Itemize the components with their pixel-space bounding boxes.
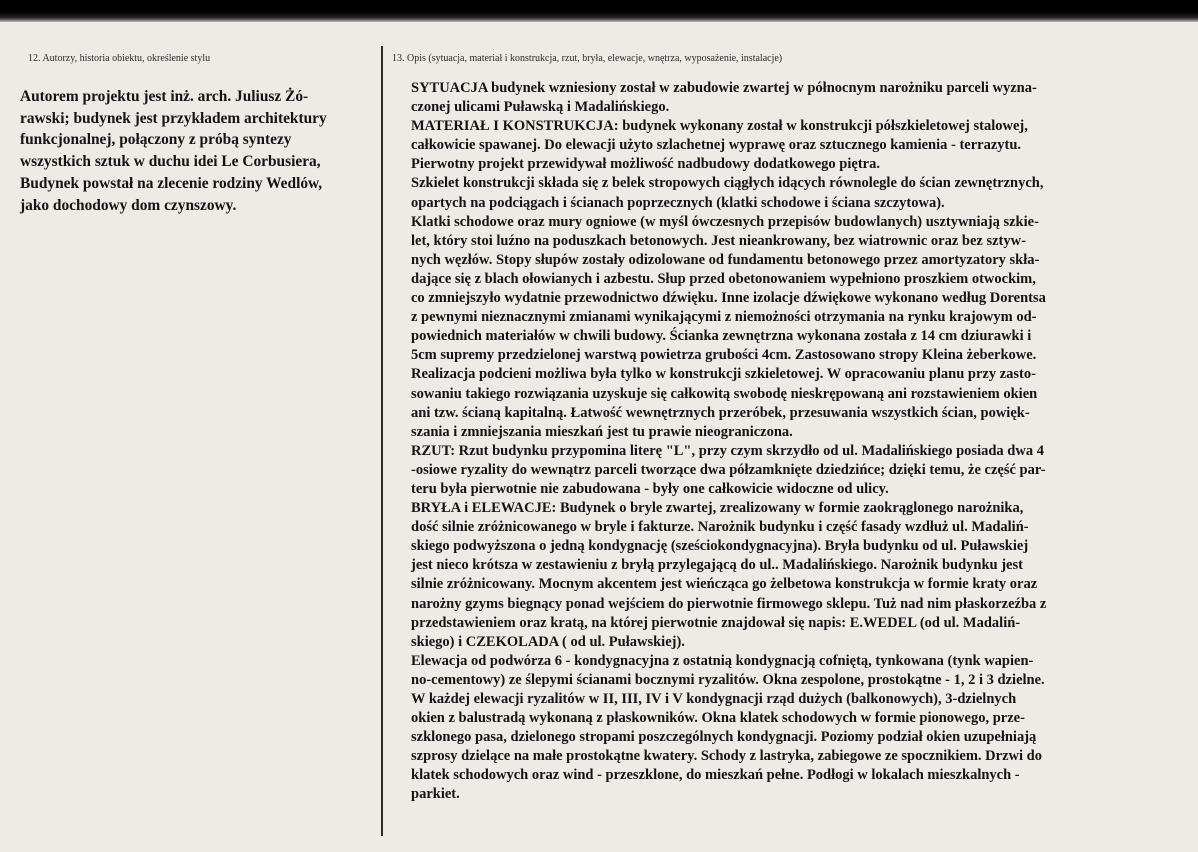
- text-line: let, który stoi luźno na poduszkach betonowych. Jest nieankrowany, bez wiatrownic oraz bez sztyw-: [411, 232, 1026, 249]
- text-line: Budynek powstał na zlecenie rodziny Wedlów,: [20, 174, 323, 192]
- text-line: funkcjonalnej, połączony z próbą syntezy: [20, 131, 292, 149]
- text-line: całkowicie spawanej. Do elewacji użyto szlachetnej wyprawę oraz sztucznego kamienia - terrazytu.: [411, 137, 1022, 154]
- top-scan-border: [0, 0, 1198, 22]
- text-line: szprosy dzielące na małe prostokątne kwatery. Schody z lastryka, zabiegowe ze spocznikiem. Drzwi do: [411, 748, 1042, 765]
- text-line: szania i zmniejszania mieszkań jest tu prawie nieograniczona.: [411, 423, 793, 440]
- text-line: -osiowe ryzality do wewnątrz parceli tworzące dwa półzamknięte dziedzińce; dzięki temu, że część par-: [411, 461, 1046, 478]
- text-line: Autorem projektu jest inż. arch. Juliusz Żó-: [20, 88, 309, 105]
- text-line: jest nieco krótsza w zestawieniu z bryłą przylegającą do ul.. Madalińskiego. Narożnik budynku jest: [411, 557, 1023, 574]
- text-line: BRYŁA i ELEWACJE: Budynek o bryle zwartej, zrealizowany w formie zaokrąglonego narożnika,: [411, 500, 1024, 517]
- section-12-text: [20, 86, 370, 216]
- text-line: wszystkich sztuk w duchu idei Le Corbusiera,: [20, 153, 321, 171]
- text-line: teru była pierwotnie nie zabudowana - były one całkowicie widoczne od ulicy.: [411, 480, 889, 497]
- text-line: silnie zróżnicowany. Mocnym akcentem jest wieńcząca go żelbetowa konstrukcja w formie kraty oraz: [411, 576, 1038, 593]
- text-line: parkiet.: [411, 786, 460, 803]
- text-line: no-cementowy) ze ślepymi ścianami bocznymi ryzalitów. Okna zespolone, prostokątne - 1, 2 i 3 dzielne.: [411, 671, 1045, 688]
- text-line: SYTUACJA budynek wzniesiony został w zabudowie zwartej w północnym narożniku parceli wyzna-: [411, 80, 1037, 96]
- text-line: 5cm supremy przedzielonej warstwą powietrza grubości 4cm. Zastosowano stropy Kleina żeberkowe.: [411, 347, 1037, 364]
- text-line: W każdej elewacji ryzalitów w II, III, IV i V kondygnacji rząd dużych (balkonowych), 3-dzielnych: [411, 691, 1017, 707]
- text-line: dające się z blach ołowianych i azbestu. Słup przed obetonowaniem wypełniono proszkiem otwockim,: [411, 270, 1036, 287]
- text-line: okien z balustradą wykonaną z płaskowników. Okna klatek schodowych w formie pionowego, prze-: [411, 710, 1025, 727]
- text-line: skiego podwyższona o jedną kondygnację (sześciokondygnacyjna). Bryła budynku od ul. Puławskiej: [411, 538, 1029, 555]
- text-line: Realizacja podcieni możliwa była tylko w konstrukcji szkieletowej. W opracowaniu planu przy zasto-: [411, 366, 1036, 383]
- section-12-authors-history: [20, 52, 370, 216]
- text-line: Elewacja od podwórza 6 - kondygnacyjna z ostatnią kondygnacją cofniętą, tynkowana (tynk wapien-: [411, 652, 1034, 669]
- text-line: ani tzw. ścianą kapitalną. Łatwość wewnętrznych przeróbek, przesuwania wszystkich ścian, powięk-: [411, 404, 1030, 421]
- text-line: Klatki schodowe oraz mury ogniowe (w myśl ówczesnych przepisów budowlanych) usztywniają szkie-: [411, 213, 1039, 230]
- text-line: rawski; budynek jest przykładem architektury: [20, 109, 327, 127]
- text-line: czonej ulicami Puławską i Madalińskiego.: [411, 99, 670, 116]
- text-line: Szkielet konstrukcji składa się z belek stropowych ciągłych idących równolegle do ścian zewnętrznych,: [411, 175, 1044, 192]
- section-12-label: 12. Autorzy, historia obiektu, określenie stylu: [28, 53, 211, 64]
- text-line: jako dochodowy dom czynszowy.: [20, 196, 237, 214]
- text-line: sowaniu takiego rozwiązania uzyskuje się całkowitą swobodę nieskrępowaną ani rozstawieniem okien: [411, 385, 1038, 402]
- text-line: powiednich materiałów w chwili budowy. Ścianka zewnętrzna wykonana została z 14 cm dziurawki i: [411, 328, 1032, 345]
- text-line: przedstawieniem oraz kratą, na której pierwotnie znajdował się napis: E.WEDEL (od ul. Madaliń-: [411, 614, 1021, 631]
- text-line: z pewnymi nieznacznymi zmianami wynikającymi z niemożności otrzymania na rynku krajowym od-: [411, 309, 1037, 326]
- text-line: Pierwotny projekt przewidywał możliwość nadbudowy dodatkowego piętra.: [411, 156, 880, 173]
- text-line: narożny gzyms biegnący ponad wejściem do pierwotnie firmowego sklepu. Tuż nad nim płaskorzeźba z: [411, 595, 1047, 612]
- text-line: nych węzłów. Stopy słupów zostały odizolowane od fundamentu betonowego przez amortyzatory skła-: [411, 251, 1040, 268]
- section-13-description: [392, 52, 1160, 805]
- text-line: RZUT: Rzut budynku przypomina literę "L", przy czym skrzydło od ul. Madalińskiego posiada dwa 4: [411, 442, 1044, 459]
- text-line: co zmniejszyło wydatnie przewodnictwo dźwięku. Inne izolacje dźwiękowe wykonano według Dorentsa: [411, 290, 1046, 307]
- text-line: skiego) i CZEKOLADA ( od ul. Puławskiej).: [411, 633, 685, 650]
- column-divider: [381, 46, 383, 836]
- text-line: dość silnie zróżnicowanego w bryle i fakturze. Narożnik budynku i część fasady wzdłuż ul. Madaliń-: [411, 519, 1029, 536]
- text-line: opartych na podciągach i ścianach poprzecznych (klatki schodowe i ściana szczytowa).: [411, 194, 945, 211]
- text-line: klatek schodowych oraz wind - przeszklone, do mieszkań pełne. Podłogi w lokalach mieszkalnych -: [411, 767, 1020, 784]
- section-13-text: [411, 79, 1151, 805]
- text-line: szklonego pasa, dzielonego stropami poszczególnych kondygnacji. Poziomy podział okien uzupełniają: [411, 729, 1037, 746]
- section-13-label: 13. Opis (sytuacja, materiał i konstrukcja, rzut, bryła, elewacje, wnętrza, wyposażenie, instalacje): [392, 53, 783, 64]
- text-line: MATERIAŁ I KONSTRUKCJA: budynek wykonany został w konstrukcji półszkieletowej stalowej,: [411, 118, 1028, 135]
